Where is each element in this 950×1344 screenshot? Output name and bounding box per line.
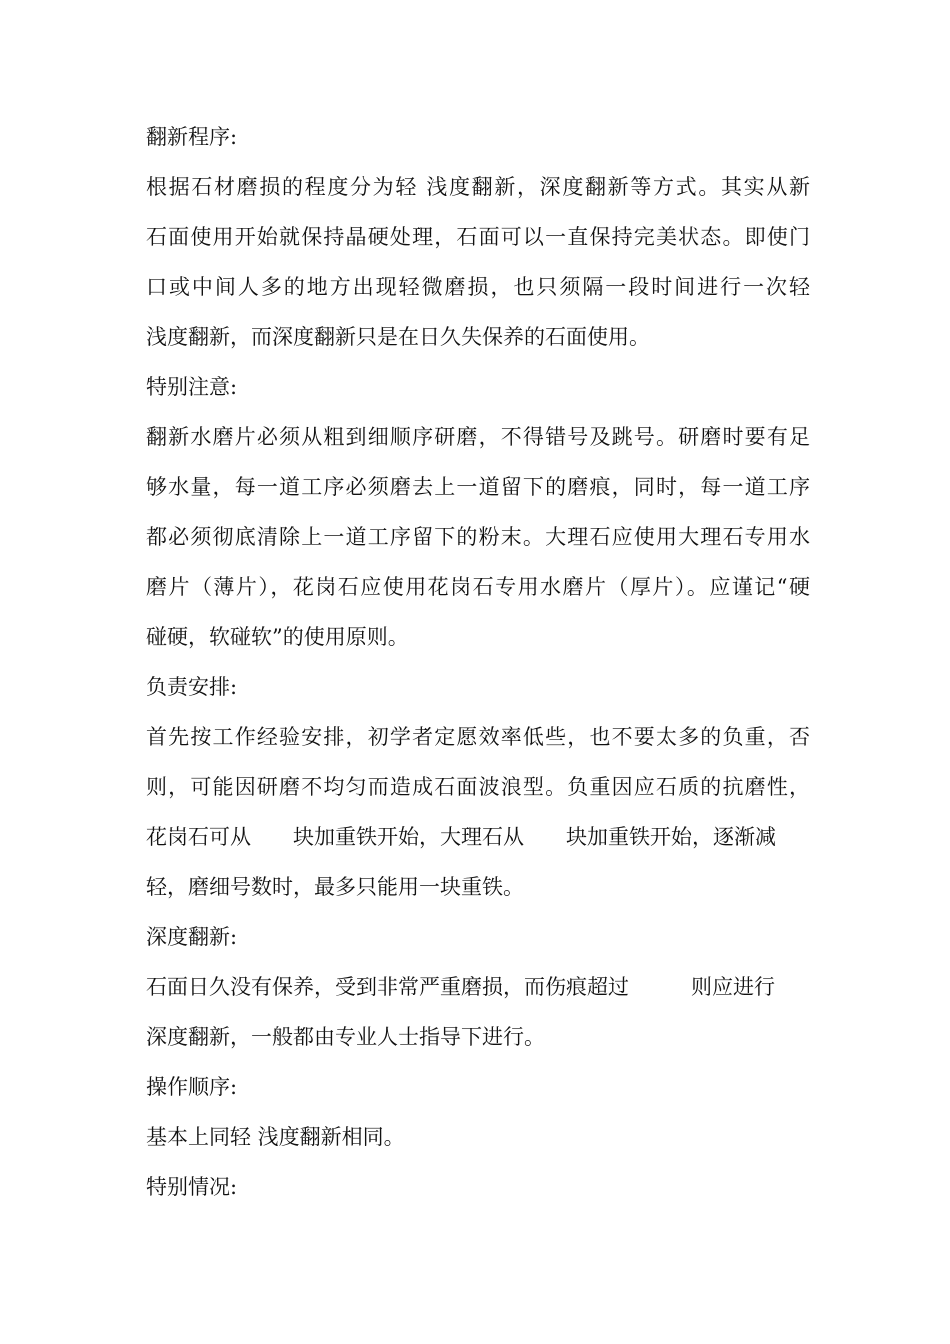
paragraph-line: 深度翻新，一般都由专业人士指导下进行。 — [146, 1025, 545, 1049]
paragraph-line: 够水量，每一道工序必须磨去上一道留下的磨痕，同时，每一道工序 — [146, 475, 810, 499]
paragraph-line: 口或中间人多的地方出现轻微磨损，也只须隔一段时间进行一次轻 — [146, 275, 810, 299]
paragraph-line: 石面使用开始就保持晶硬处理，石面可以一直保持完美状态。即使门 — [146, 225, 810, 249]
section-heading-operation-order: 操作顺序: — [146, 1075, 238, 1099]
paragraph-line: 轻，磨细号数时，最多只能用一块重铁。 — [146, 875, 524, 899]
paragraph-line-with-blanks — [146, 972, 810, 1002]
paragraph-line-with-blanks — [146, 822, 810, 852]
section-heading-responsibility: 负责安排: — [146, 675, 238, 699]
text-fragment: 花岗石可从 — [146, 825, 251, 849]
paragraph-line: 首先按工作经验安排，初学者定愿效率低些，也不要太多的负重，否 — [146, 725, 810, 749]
paragraph-line: 都必须彻底清除上一道工序留下的粉末。大理石应使用大理石专用水 — [146, 525, 810, 549]
paragraph-line: 浅度翻新，而深度翻新只是在日久失保养的石面使用。 — [146, 325, 650, 349]
section-heading-special-attention: 特别注意: — [146, 375, 238, 399]
paragraph-line: 碰硬，软碰软”的使用原则。 — [146, 625, 409, 649]
section-heading-deep-renovation: 深度翻新: — [146, 925, 238, 949]
text-fragment: 石面日久没有保养，受到非常严重磨损，而伤痕超过 — [146, 975, 629, 999]
text-fragment: 则应进行 — [691, 975, 775, 999]
section-heading-special-cases: 特别情况: — [146, 1175, 238, 1199]
paragraph-line: 磨片（薄片），花岗石应使用花岗石专用水磨片（厚片）。应谨记“硬 — [146, 575, 810, 599]
paragraph-line: 则，可能因研磨不均匀而造成石面波浪型。负重因应石质的抗磨性， — [146, 775, 810, 799]
paragraph-line: 根据石材磨损的程度分为轻 浅度翻新，深度翻新等方式。其实从新 — [146, 175, 810, 199]
text-fragment: 块加重铁开始，大理石从 — [293, 825, 524, 849]
section-heading-renovation-procedure: 翻新程序: — [146, 125, 238, 149]
text-fragment: 块加重铁开始，逐渐减 — [566, 825, 776, 849]
paragraph-line: 翻新水磨片必须从粗到细顺序研磨，不得错号及跳号。研磨时要有足 — [146, 425, 810, 449]
paragraph-line: 基本上同轻 浅度翻新相同。 — [146, 1125, 405, 1149]
